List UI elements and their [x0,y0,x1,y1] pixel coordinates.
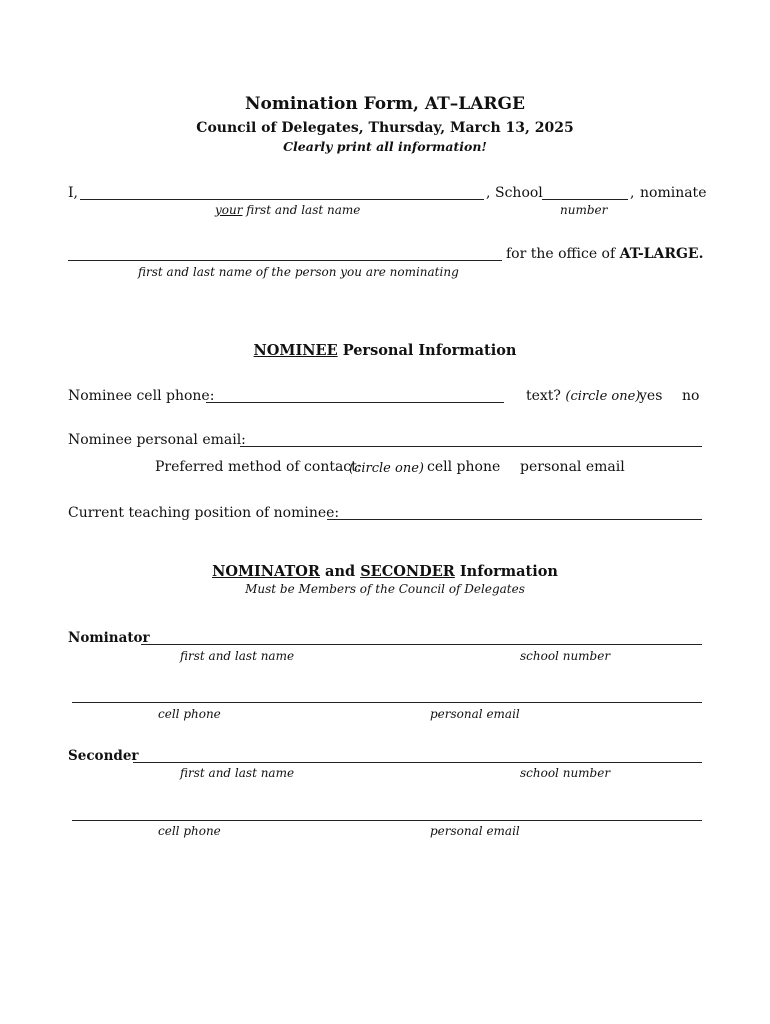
form-subtitle: Council of Delegates, Thursday, March 13, 2025 [196,120,574,136]
nominee-section-heading: NOMINEE Personal Information [253,342,517,359]
nominee-email-field[interactable] [240,446,702,447]
nominator-contact-field[interactable] [72,702,702,703]
statement-prefix: I, [68,185,78,201]
text-question: text? (circle one) [526,388,641,404]
seconder-contact-field[interactable] [72,820,702,821]
nominator-label: Nominator [68,630,150,646]
form-title: Nomination Form, AT–LARGE [244,94,526,114]
teaching-position-label: Current teaching position of nominee: [68,505,340,521]
nominee-email-label: Nominee personal email: [68,432,246,448]
teaching-position-field[interactable] [327,519,702,520]
seconder-cell-caption: cell phone [158,824,221,838]
nominator-name-caption: first and last name [180,649,295,663]
seconder-school-caption: school number [520,766,611,780]
contact-option-email[interactable]: personal email [520,459,625,475]
nominator-subheading: Must be Members of the Council of Delegates [245,582,525,596]
preferred-contact-label: Preferred method of contact: [155,459,362,475]
seconder-name-school-field[interactable] [133,762,702,763]
your-name-field[interactable] [80,199,484,200]
contact-option-cell[interactable]: cell phone [427,459,501,475]
form-instruction: Clearly print all information! [283,139,487,154]
number-caption: number [560,203,608,217]
seconder-name-caption: first and last name [180,766,295,780]
nominee-name-caption: first and last name of the person you are nominating [138,265,459,279]
nominator-cell-caption: cell phone [158,707,221,721]
nominator-email-caption: personal email [430,707,520,721]
school-number-field[interactable] [542,199,628,200]
seconder-label: Seconder [68,748,139,764]
nominator-school-caption: school number [520,649,611,663]
text-no-option[interactable]: no [682,388,700,404]
text-yes-option[interactable]: yes [639,388,663,404]
your-name-caption: your first and last name [215,203,361,217]
preferred-circle-note: (circle one) [349,461,424,476]
office-text: for the office of AT-LARGE. [506,246,704,262]
seconder-email-caption: personal email [430,824,520,838]
nominee-name-field[interactable] [68,260,502,261]
nominate-label: nominate [640,185,707,201]
school-label: School [495,185,543,201]
nominee-cell-label: Nominee cell phone: [68,388,215,404]
nominator-section-heading: NOMINATOR and SECONDER Information [212,563,558,580]
nominator-name-school-field[interactable] [141,644,702,645]
nominee-cell-field[interactable] [206,402,504,403]
